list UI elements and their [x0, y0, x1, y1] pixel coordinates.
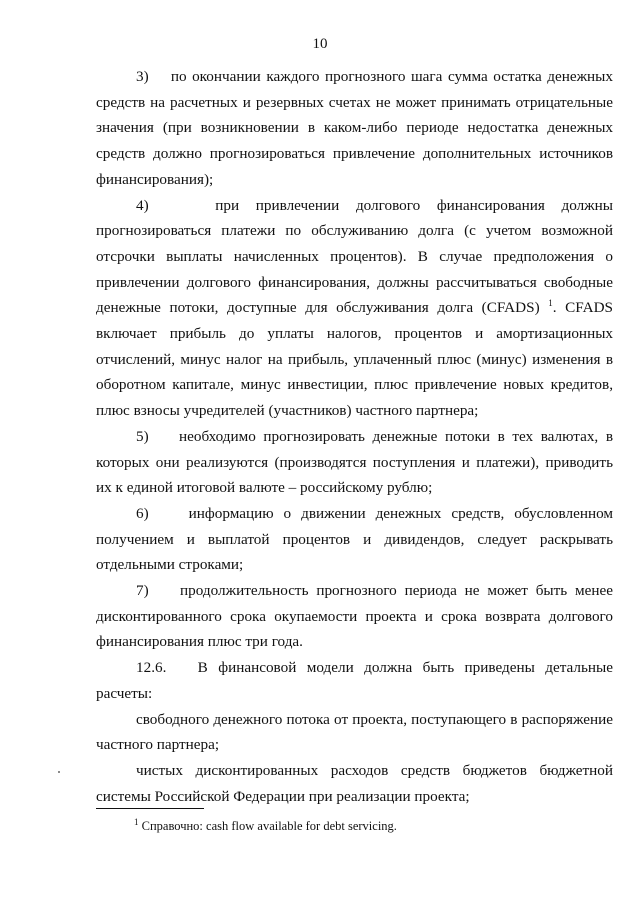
- footnote-number: 1: [134, 816, 139, 827]
- list-item-6: 6) информацию о движении денежных средств, обусловленном получением и выплатой процентов и дивидендов, следует раскрывать отдельными строками;: [96, 504, 613, 574]
- list-item-4-continuation: . CFADS включает прибыль до уплаты налогов, процентов и амортизационных отчислений, минус налог на прибыль, уплаченный плюс (минус) изменения в оборотном капитале, минус инвестиции, плюс привлечение новых кредитов, плюс взносы учредителей (участников) частного партнера;: [96, 299, 613, 420]
- list-item-4: [96, 193, 613, 424]
- page-number: 10: [312, 36, 328, 52]
- list-item-4-text: 4) при привлечении долгового финансирования должны прогнозироваться платежи по обслуживанию долга (с учетом возможной отсрочки выплаты начисленных процентов). В случае предположения о привлечении долгового финансирования, должны рассчитываться свободные денежные потоки, доступные для обслуживания долга (CFADS): [96, 196, 613, 317]
- footnote-divider: [96, 808, 204, 809]
- footnote-reference[interactable]: 1: [548, 298, 553, 309]
- section-12-6-heading: 12.6. В финансовой модели должна быть приведены детальные расчеты:: [96, 659, 613, 702]
- calculation-item-budget-expenses: чистых дисконтированных расходов средств бюджетов бюджетной системы Российской Федерации при реализации проекта;: [96, 761, 613, 805]
- calculation-item-free-cash-flow: свободного денежного потока от проекта, поступающего в распоряжение частного партнера;: [96, 710, 613, 754]
- list-item-5: 5) необходимо прогнозировать денежные потоки в тех валютах, в которых они реализуются (производятся поступления и платежи), приводить их к единой итоговой валюте – российскому рублю;: [96, 427, 613, 497]
- list-item-3: 3) по окончании каждого прогнозного шага сумма остатка денежных средств на расчетных и резервных счетах не может принимать отрицательные значения (при возникновении в каком-либо периоде недостатка денежных средств должно прогнозироваться привлечение дополнительных источников финансирования);: [96, 68, 613, 188]
- footnote-text: Справочно: cash flow available for debt servicing.: [138, 819, 397, 833]
- body-text: [96, 64, 613, 809]
- scan-speck: [58, 771, 60, 773]
- footnote: [134, 818, 397, 834]
- list-item-7: 7) продолжительность прогнозного периода не может быть менее дисконтированного срока окупаемости проекта и срока возврата долгового финансирования плюс три года.: [96, 582, 613, 651]
